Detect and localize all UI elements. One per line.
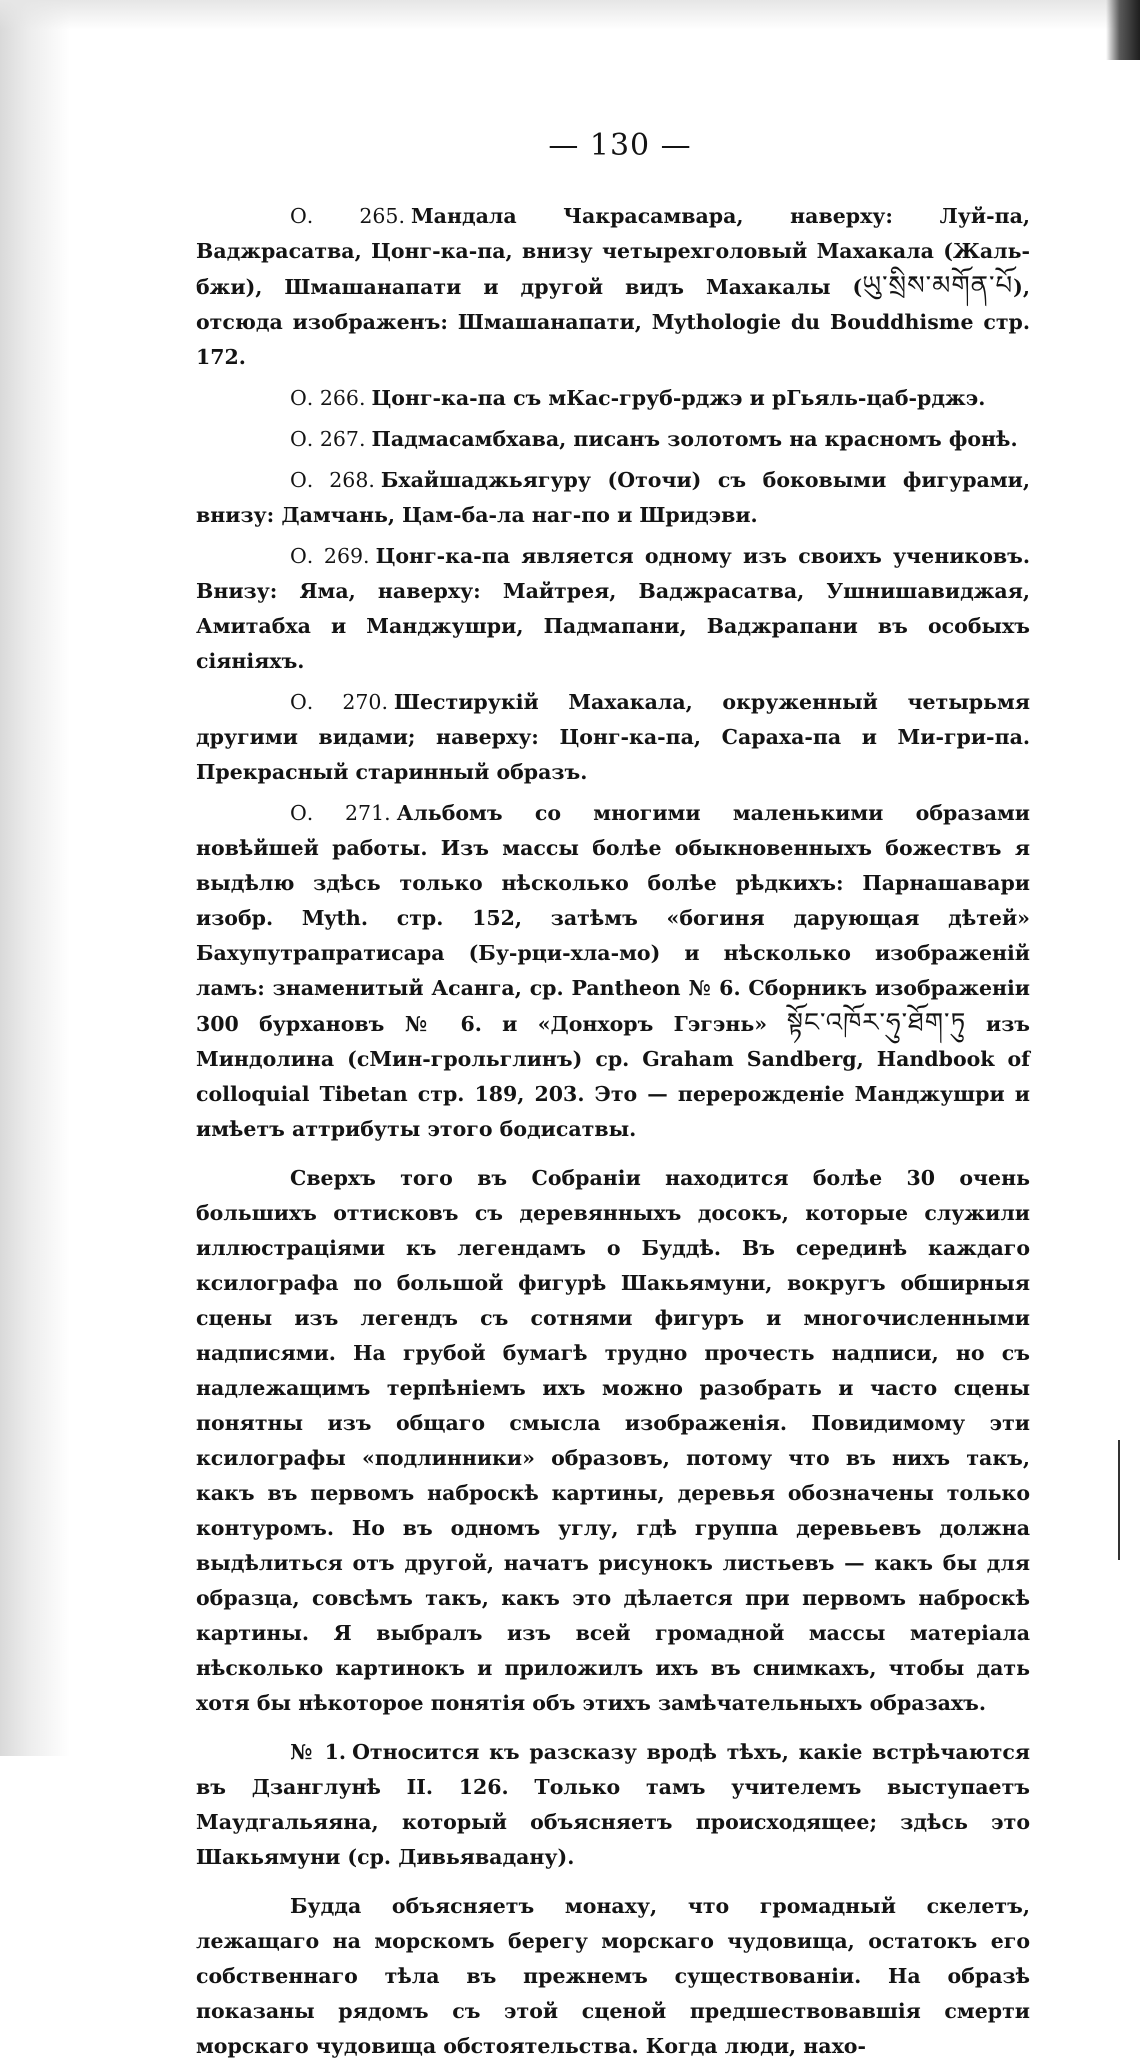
entry-270: О. 270. Шестирукій Махакала, окруженный четырьмя другими видами; наверху: Цонг-ка-па, Сараха-па и Ми-гри-па. Прекрасный старинный образъ. (196, 690, 1030, 784)
entry-267: О. 267. Падмасамбхава, писанъ золотомъ на красномъ фонѣ. (290, 427, 1018, 451)
entry-266: О. 266. Цонг-ка-па съ мКас-груб-рджэ и рГьяль-цаб-рджэ. (290, 386, 986, 410)
tibetan-inscription: སྟོང་འཁོར་ཧུ་ཐོག་ཏུ (786, 1008, 967, 1038)
scan-edge-line (1118, 1440, 1120, 1560)
paragraph-xylographs: Сверхъ того въ Собраніи находится болѣе 30 очень большихъ оттисковъ съ деревянныхъ досокъ, которые служили иллюстраціями къ легендамъ о Буддѣ. Въ серединѣ каждаго ксилографа по большой фигурѣ Шакьямуни, вокругъ обширныя сцены изъ легендъ съ сотнями фигуръ и многочисленными надписями. На грубой бумагѣ трудно прочесть надписи, но съ надлежащимъ терпѣніемъ ихъ можно разобрать и часто сцены понятны изъ общаго смысла изображенія. Повидимому эти ксилографы «подлинники» образовъ, потому что въ нихъ такъ, какъ въ первомъ наброскѣ картины, деревья обозначены только контуромъ. Но въ одномъ углу, гдѣ группа деревьевъ должна выдѣлиться отъ другой, начатъ рисунокъ листьевъ — какъ бы для образца, совсѣмъ такъ, какъ это дѣлается при первомъ наброскѣ картины. Я выбралъ изъ всей громадной массы матеріала нѣсколько картинокъ и приложилъ ихъ въ снимкахъ, чтобы дать хотя бы нѣкоторое понятія объ этихъ замѣчательныхъ образахъ. (196, 1166, 1030, 1715)
entry-268: О. 268. Бхайшаджьягуру (Оточи) съ боковыми фигурами, внизу: Дамчань, Цам-ба-ла наг-по и Шридэви. (196, 468, 1030, 527)
page-number: — 130 — (548, 128, 692, 163)
entry-265: О. 265. Мандала Чакрасамвара, наверху: Луй-па, Ваджрасатва, Цонг-ка-па, внизу четырехголовый Махакала (Жаль-бжи), Шмашанапати и другой видъ Махакалы (ཡུ་སྲིས་མགོན་པོ), отсюда изображенъ: Шмашанапати, Mythologie du Bouddhisme стр. 172. (196, 204, 1031, 369)
entry-271: О. 271. Альбомъ со многими маленькими образами новѣйшей работы. Изъ массы болѣе обыкновенныхъ божествъ я выдѣлю здѣсь только нѣсколько болѣе рѣдкихъ: Парнашавари изобр. Myth. стр. 152, затѣмъ «богиня дарующая дѣтей» Бахупутрапратисара (Бу-рци-хла-мо) и нѣсколько изображеній ламъ: знаменитый Асанга, ср. Pantheon № 6. Сборникъ изображенiи 300 бурхановъ № 6. и «Донхоръ Гэгэнь» སྟོང་འཁོར་ཧུ་ཐོག་ཏུ изъ Миндолина (сМин-грольглинъ) ср. Graham Sandberg, Handbook of colloquial Tibetan стр. 189, 203. Это — перерожденіе Манджушри и имѣетъ аттрибуты этого бодисатвы. (196, 801, 1031, 1141)
paragraph-buddha-explains: Будда объясняетъ монаху, что громадный скелетъ, лежащаго на морскомъ берегу морскаго чудовища, остатокъ его собственнаго тѣла въ прежнемъ существованіи. На образѣ показаны рядомъ съ этой сценой предшествовавшія смерти морскаго чудовища обстоятельства. Когда люди, нахо- (196, 1894, 1030, 2058)
scan-corner-mark (1106, 0, 1140, 60)
scan-shadow-left (0, 0, 70, 1756)
tibetan-inscription: ཡུ་སྲིས་མགོན་པོ (862, 271, 1014, 301)
paragraph-no1: № 1. Относится къ разсказу вродѣ тѣхъ, какіе встрѣчаются въ Дзанглунѣ II. 126. Только тамъ учителемъ выступаетъ Маудгальяяна, который объясняетъ происходящее; здѣсь это Шакьямуни (ср. Дивьявадану). (196, 1740, 1030, 1869)
entry-269: О. 269. Цонг-ка-па является одному изъ своихъ учениковъ. Внизу: Яма, наверху: Майтрея, Ваджрасатва, Ушнишавиджая, Амитабха и Манджушри, Падмапани, Ваджрапани въ особыхъ сіяніяхъ. (196, 544, 1030, 673)
page-content (196, 128, 1030, 2064)
scan-shadow-top (0, 0, 1140, 30)
